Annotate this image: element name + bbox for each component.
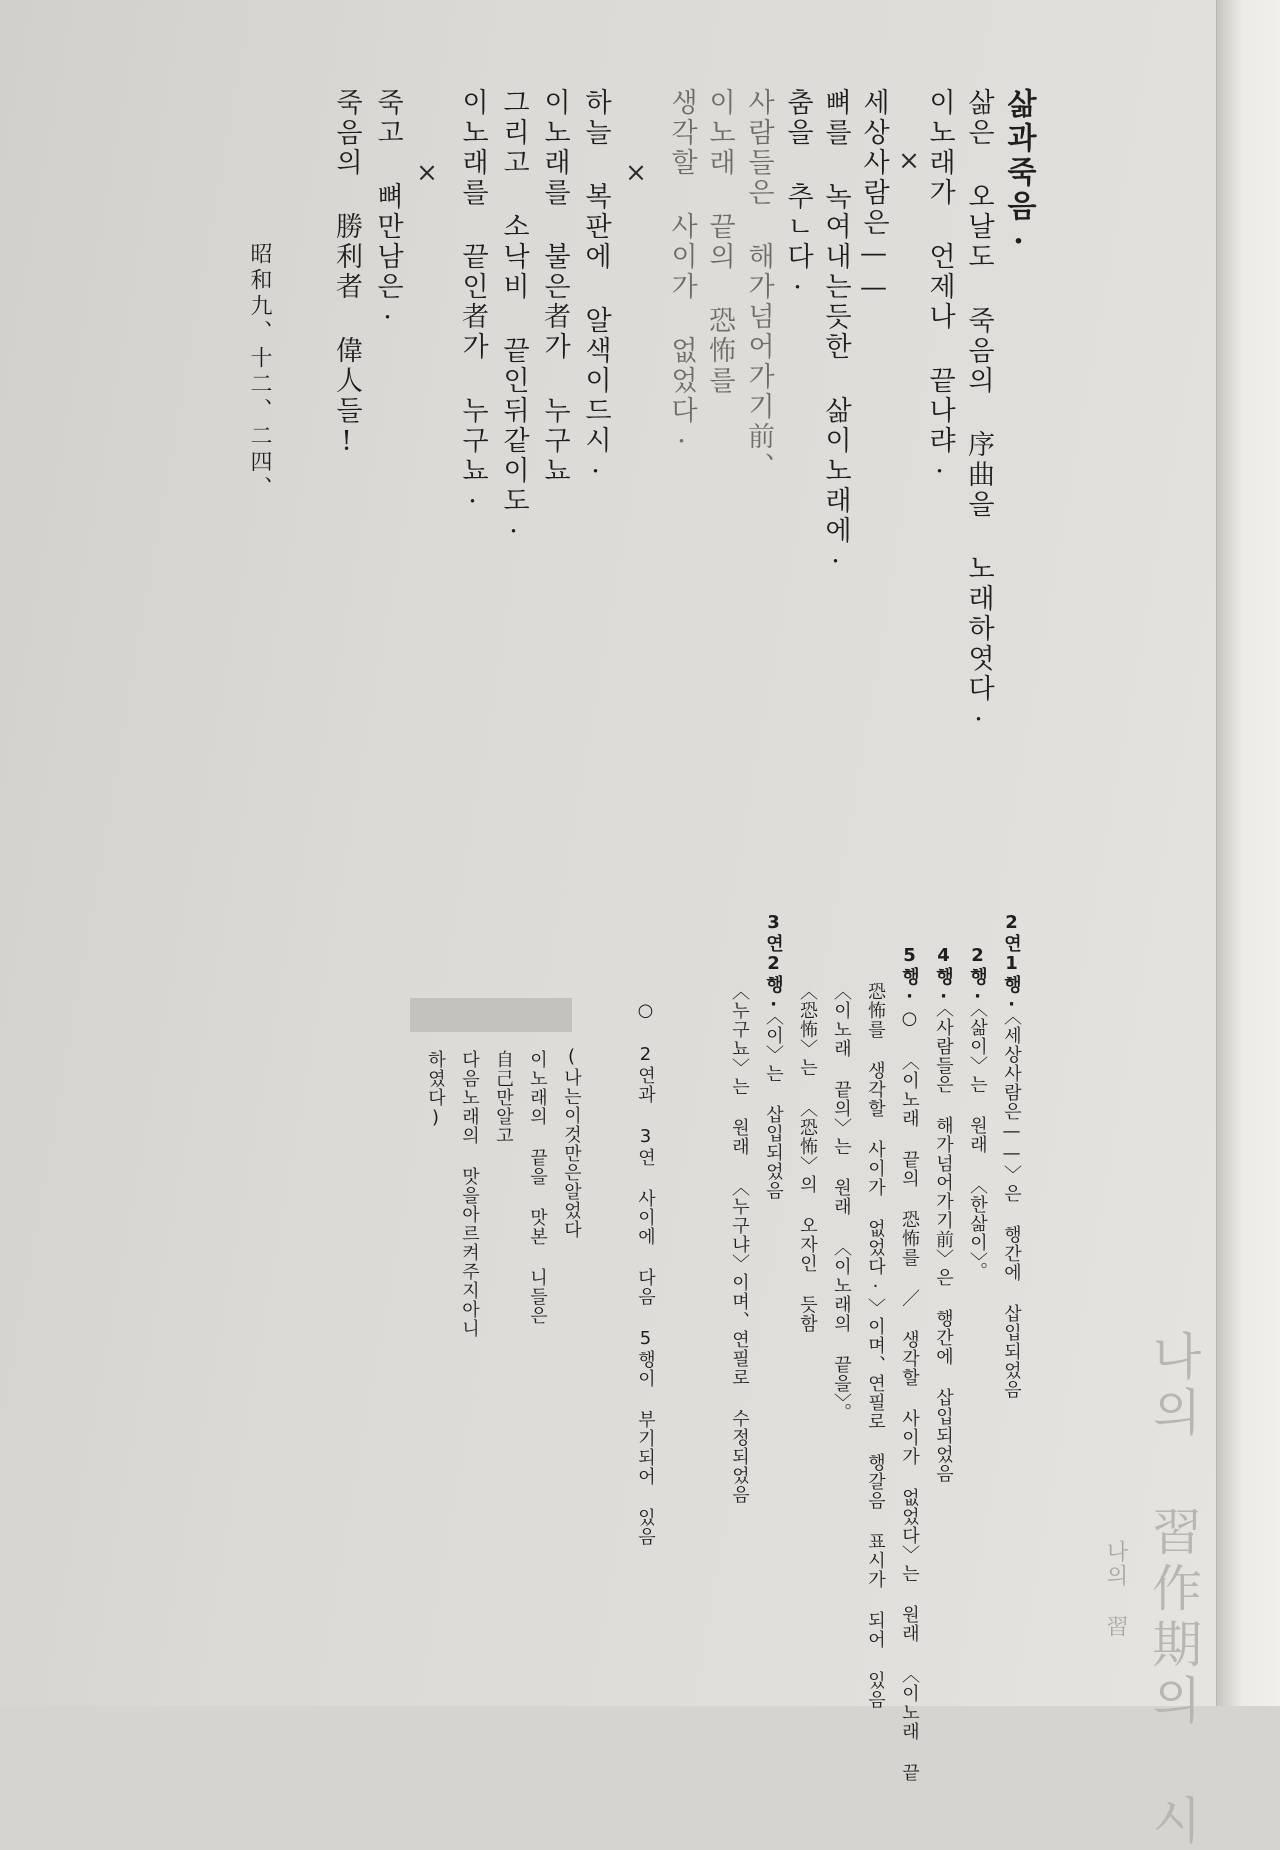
note-line <box>968 945 986 1281</box>
poem-line: 죽음의 勝利者 偉人들! <box>331 88 362 460</box>
section-mark: × <box>621 158 651 188</box>
note-text: 恐怖를 생각할 사이가 없었다·〉이며、연필로 행갈음 표시가 되어 있음 <box>865 982 886 1709</box>
poem-line: 이노래가 언제나 끝나랴· <box>924 88 955 490</box>
note-label: 3연2행· <box>763 912 784 1016</box>
note-label: 5행· <box>899 945 920 1008</box>
note-text: 〈이〉는 삽입되었음 <box>763 1016 784 1200</box>
highlight-mark <box>410 998 572 1032</box>
note-line <box>934 945 952 1483</box>
poem-line: 사람들은 해가넘어가기前、 <box>743 88 774 482</box>
note-line <box>1002 912 1020 1399</box>
poem-line: 이노래를 불은者가 누구뇨 <box>539 88 570 486</box>
note-line <box>764 912 782 1200</box>
note-line <box>494 1050 512 1145</box>
note-text: 〈삶이〉는 원래 〈한삶이〉。 <box>967 1008 988 1281</box>
poem-line: 죽고 뼈만남은· <box>372 88 403 336</box>
note-text: 〈恐怖〉는 〈恐怖〉의 오자인 듯함 <box>797 982 818 1333</box>
note-line <box>562 1046 580 1239</box>
note-text: 다음노래의 맛을아르켜주지아니 <box>459 1050 480 1338</box>
poem-line: 생각할 사이가 없었다· <box>666 88 697 460</box>
section-mark: × <box>412 158 442 188</box>
note-line <box>866 982 884 1709</box>
note-text: 〈누구뇨〉는 원래 〈누구냐〉이며、연필로 수정되었음 <box>729 982 750 1504</box>
page-edge <box>1216 0 1280 1706</box>
note-label: 2연1행· <box>1001 912 1022 1016</box>
note-line <box>460 1050 478 1338</box>
bleed-small: 나의 習 <box>1103 1540 1128 1639</box>
bleed-heading: 나의 習作期의 시 <box>1144 1330 1202 1850</box>
poem-line: 뼈를 녹여내는듯한 삶이노래에· <box>820 88 851 580</box>
note-line <box>900 945 918 1782</box>
poem-line: 춤을 추ㄴ다· <box>782 88 813 306</box>
note-line <box>426 1050 444 1129</box>
poem-line: 이노래를 끝인者가 누구뇨· <box>457 88 488 520</box>
section-mark: × <box>894 146 924 176</box>
poem-date: 昭和九、十二、二四、 <box>247 242 272 502</box>
note-line <box>528 1050 546 1325</box>
note-text: 自己만알고 <box>493 1050 514 1145</box>
note-label: 2행· <box>967 945 988 1008</box>
note-text: 〈사람들은 해가넘어가기前〉은 행간에 삽입되었음 <box>933 1008 954 1483</box>
note-text: 〈이노래 끝의〉는 원래 〈이노래의 끝을〉。 <box>831 982 852 1422</box>
poem-line: 세상사람은—— <box>858 88 889 306</box>
note-line <box>798 982 816 1333</box>
poem-line: 이노래 끝의 恐怖를 <box>704 88 735 396</box>
note-text: 〈세상사람은——〉은 행간에 삽입되었음 <box>1001 1016 1022 1399</box>
note-label: 4행· <box>933 945 954 1008</box>
note-text: (나는이것만은알었다 <box>561 1046 582 1239</box>
note-text: ○ 〈이노래 끝의 恐怖를 ／ 생각할 사이가 없었다〉는 원래 〈이노래 끝 <box>899 1008 920 1782</box>
poem-line: 그리고 소낙비 끝인뒤같이도· <box>498 88 529 550</box>
note-line <box>832 982 850 1422</box>
poem-line: 삶은 오날도 죽음의 序曲을 노래하엿다· <box>963 88 994 738</box>
note-text: ○ 2연과 3연 사이에 다음 5행이 부기되어 있음 <box>635 1000 656 1546</box>
poem-line: 하늘 복판에 알색이드시· <box>580 88 611 490</box>
note-line <box>730 982 748 1504</box>
note-text: 하였다) <box>425 1050 446 1129</box>
poem-title: 삶과죽음· <box>1001 88 1036 263</box>
note-text: 이노래의 끝을 맛본 니들은 <box>527 1050 548 1325</box>
note-line <box>636 1000 654 1546</box>
